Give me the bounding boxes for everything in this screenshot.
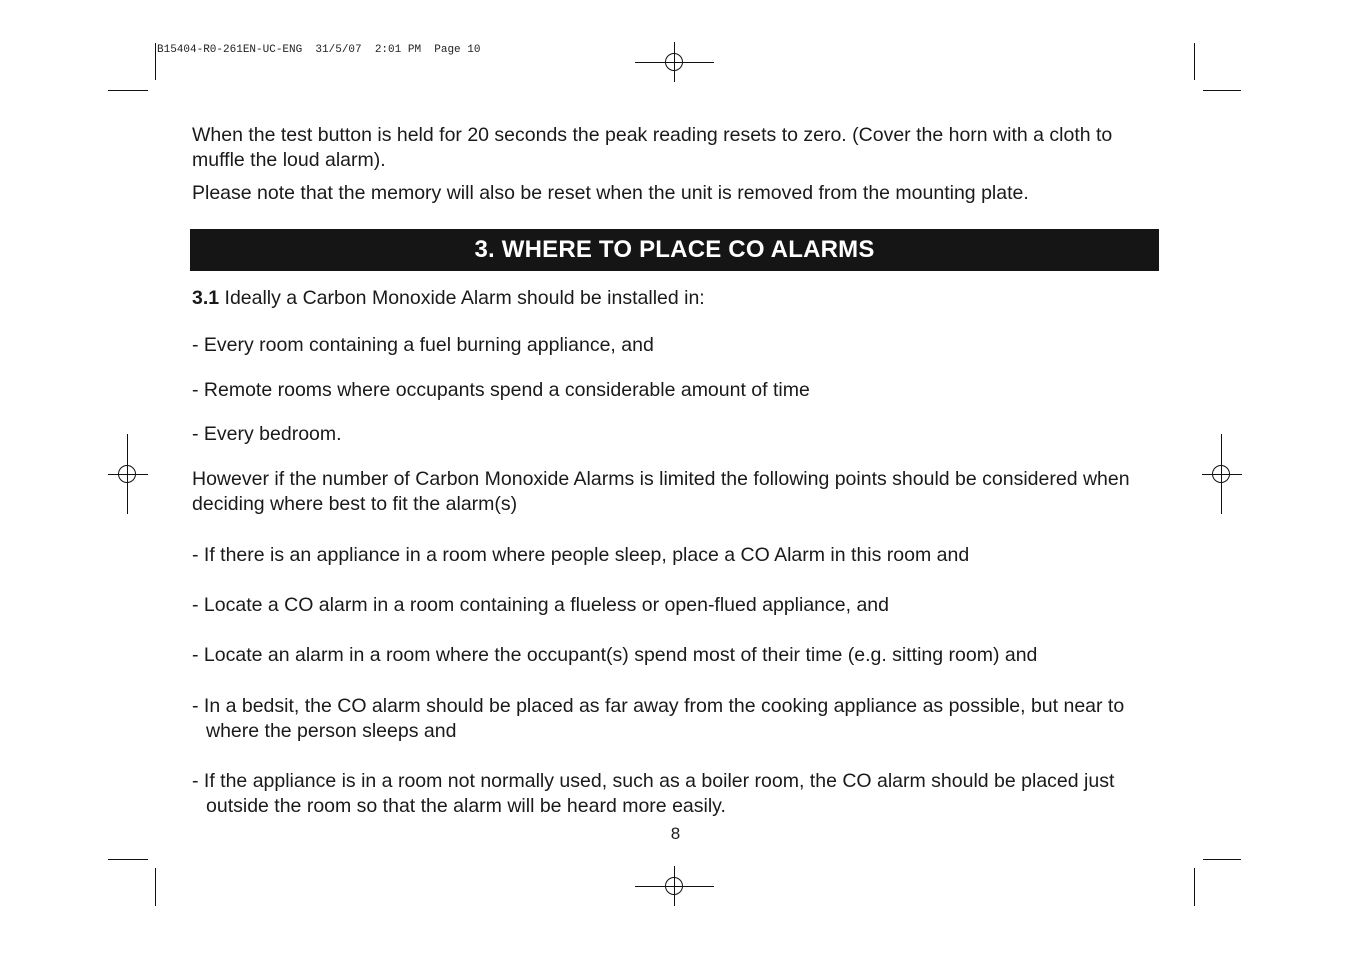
subsection-intro (192, 286, 1160, 311)
section-heading-banner (190, 229, 1159, 271)
print-slug: B15404-R0-261EN-UC-ENG 31/5/07 2:01 PM Page 10 (157, 44, 481, 56)
placement-point: - Locate a CO alarm in a room containing a flueless or open-flued appliance, and (192, 594, 889, 616)
placement-point: - Locate an alarm in a room where the occupant(s) spend most of their time (e.g. sitting room) and (192, 644, 1038, 666)
test-button-paragraph: When the test button is held for 20 seconds the peak reading resets to zero. (Cover the horn with a cloth to muffle the loud alarm). (192, 124, 1113, 171)
section-title: 3. WHERE TO PLACE CO ALARMS (474, 236, 875, 263)
placement-point: - In a bedsit, the CO alarm should be placed as far away from the cooking appliance as possible, but near to where the person sleeps and (192, 695, 1125, 742)
install-list-item: - Remote rooms where occupants spend a considerable amount of time (192, 379, 810, 401)
subsection-number: 3.1 (192, 287, 220, 309)
memory-note-paragraph: Please note that the memory will also be reset when the unit is removed from the mounting plate. (192, 182, 1029, 204)
install-list-item: - Every bedroom. (192, 423, 342, 445)
subsection-text: Ideally a Carbon Monoxide Alarm should be installed in: (219, 287, 705, 309)
limited-alarms-paragraph: However if the number of Carbon Monoxide Alarms is limited the following points should be considered when deciding where best to fit the alarm(s) (192, 468, 1130, 515)
placement-point: - If the appliance is in a room not normally used, such as a boiler room, the CO alarm should be placed just outside the room so that the alarm will be heard more easily. (192, 770, 1115, 817)
install-list-item: - Every room containing a fuel burning appliance, and (192, 334, 654, 356)
placement-point: - If there is an appliance in a room where people sleep, place a CO Alarm in this room and (192, 544, 970, 566)
page-number: 8 (670, 824, 681, 843)
